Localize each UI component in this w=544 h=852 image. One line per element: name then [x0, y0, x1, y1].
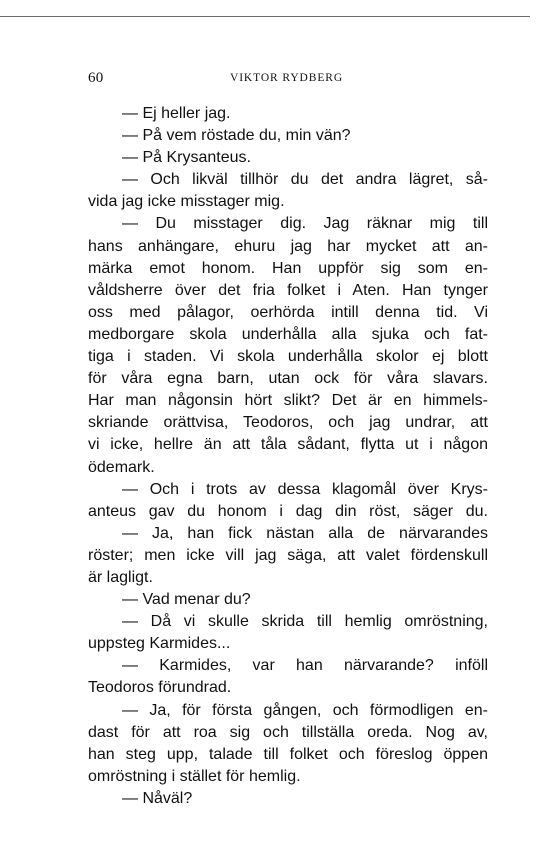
text-line: vida jag icke misstager mig.: [88, 193, 285, 211]
text-line: dast för att roa sig och tillställa oreda. Nog av,: [88, 723, 488, 741]
text-line: medborgare skola underhålla alla sjuka och fat-: [88, 325, 488, 343]
text-line: omröstning i stället för hemlig.: [88, 767, 301, 785]
text-line: Har man någonsin hört slikt? Det är en himmels-: [88, 392, 488, 410]
text-line: — På Krysanteus.: [122, 149, 251, 167]
text-line: — Karmides, var han närvarande? inföll: [122, 657, 488, 675]
text-line: hans anhängare, ehuru jag har mycket att an-: [88, 237, 488, 255]
text-line: — Ja, för första gången, och förmodligen en-: [122, 701, 488, 719]
text-line: — Du misstager dig. Jag räknar mig till: [122, 215, 488, 233]
text-line: vi icke, hellre än att tåla sådant, flytta ut i någon: [88, 436, 488, 454]
text-line: våldsherre över det fria folket i Aten. Han tynger: [88, 281, 488, 299]
running-head: VIKTOR RYDBERG: [230, 72, 344, 84]
text-line: ödemark.: [88, 458, 155, 476]
text-line: — Vad menar du?: [122, 591, 251, 609]
page-header: [88, 70, 488, 88]
text-line: röster; men icke vill jag säga, att valet fördenskull: [88, 546, 488, 564]
text-line: uppsteg Karmides...: [88, 635, 231, 653]
text-line: — Nåväl?: [122, 789, 193, 807]
body-text: [88, 103, 488, 810]
text-line: oss med pålagor, oerhörda intill denna tid. Vi: [88, 303, 488, 321]
text-line: — Ja, han fick nästan alla de närvarandes: [122, 524, 488, 542]
text-line: märka emot honom. Han uppför sig som en-: [88, 259, 488, 277]
text-line: — På vem röstade du, min vän?: [122, 127, 351, 145]
text-line: — Ej heller jag.: [122, 105, 231, 122]
text-line: — Då vi skulle skrida till hemlig omröstning,: [122, 613, 488, 631]
text-line: — Och likväl tillhör du det andra lägret, så-: [122, 171, 488, 189]
text-line: skriande orättvisa, Teodoros, och jag undrar, att: [88, 414, 488, 432]
text-line: — Och i trots av dessa klagomål över Krys-: [122, 480, 488, 498]
text-line: tiga i staden. Vi skola underhålla skolor ej blott: [88, 348, 488, 366]
text-line: för våra egna barn, utan ock för våra slavars.: [88, 370, 488, 388]
page-number: 60: [88, 70, 104, 86]
text-line: är lagligt.: [88, 568, 153, 586]
text-line: anteus gav du honom i dag din röst, säger du.: [88, 502, 488, 520]
text-line: Teodoros förundrad.: [88, 679, 232, 697]
text-line: han steg upp, talade till folket och föreslog öppen: [88, 745, 488, 763]
top-rule: [0, 16, 530, 17]
